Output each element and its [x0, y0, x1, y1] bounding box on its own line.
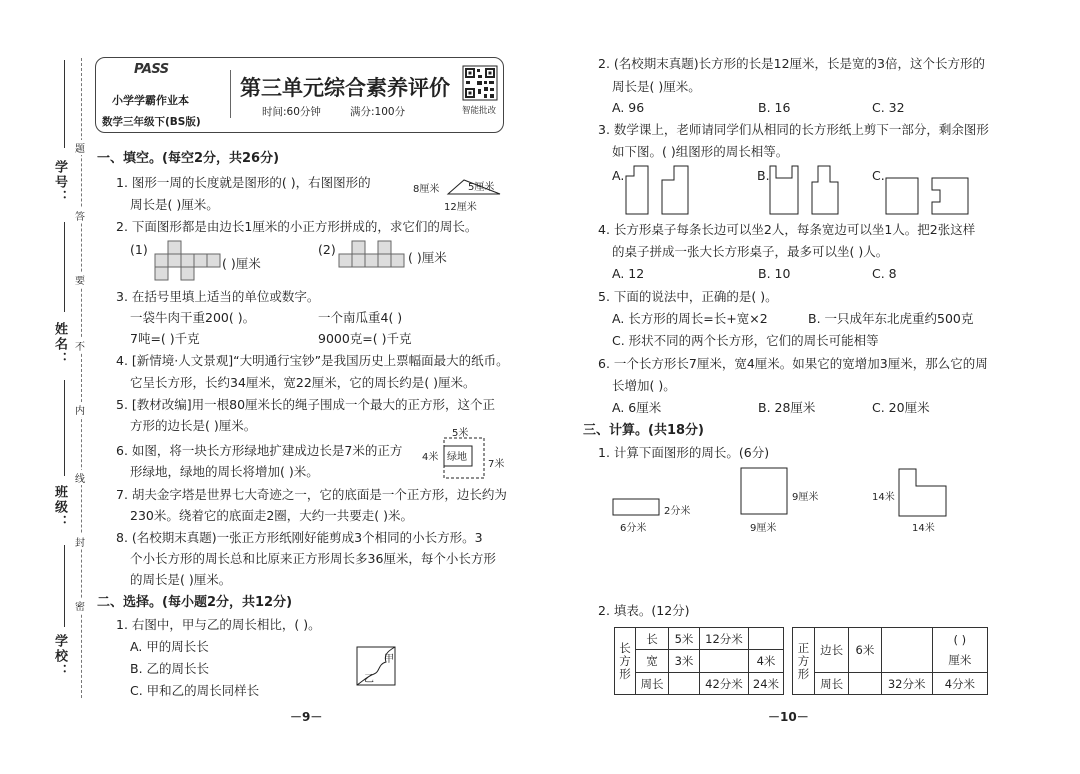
j1-square-width: 9厘米 [750, 523, 777, 534]
j1-rect-height: 2分米 [664, 506, 691, 517]
table-cell[interactable] [669, 673, 700, 695]
c6-line-2: 长增加( )。 [612, 378, 676, 393]
c2-line-2: 周长是( )厘米。 [612, 79, 701, 94]
c4-option-c[interactable]: C. 8 [872, 266, 897, 281]
class-fill-line [64, 380, 65, 476]
table-cell: 4分米 [932, 673, 987, 695]
q6-top-label: 5米 [452, 428, 469, 439]
cut-char: 答 [75, 208, 85, 223]
cut-char: 封 [75, 534, 85, 549]
q2-b-label: (2) [318, 242, 336, 257]
exam-time: 时间:60分钟 [262, 106, 321, 118]
table-cell[interactable] [881, 628, 932, 673]
c6-option-a[interactable]: A. 6厘米 [612, 400, 662, 415]
grade-name: 数学三年级下(BS版) [102, 116, 201, 128]
q1-line-2: 周长是( )厘米。 [130, 197, 219, 212]
table-row [615, 673, 784, 695]
j1-square [740, 467, 790, 517]
school-label: 学校： [52, 634, 67, 679]
q1-side-b: 5厘米 [468, 182, 495, 193]
q4-line-1: 4. [新情境·人文景观]“大明通行宝钞”是我国历史上票幅面最大的纸币。 [116, 353, 509, 368]
page-title: 第三单元综合素养评价 [240, 75, 450, 100]
c3-line-2: 如下图。( )组图形的周长相等。 [612, 144, 789, 159]
page-number-left: －9－ [290, 710, 323, 724]
c5-option-b[interactable]: B. 一只成年东北虎重约500克 [808, 311, 974, 326]
table-row [793, 628, 988, 673]
c1-label-yi: 乙 [364, 674, 374, 685]
c1-option-a[interactable]: A. 甲的周长长 [130, 639, 209, 654]
c5-option-a[interactable]: A. 长方形的周长=长+宽×2 [612, 311, 768, 326]
c3-b-figures [770, 166, 840, 216]
j1-rect-width: 6分米 [620, 523, 647, 534]
j1-l-height: 14米 [872, 492, 895, 503]
square-table [792, 627, 988, 695]
table-header-cell: 边长 [814, 628, 848, 673]
table-cell: 32分米 [881, 673, 932, 695]
q2-grid-figure-1 [155, 240, 225, 282]
q6-line-1: 6. 如图，将一块长方形绿地扩建成边长是7米的正方 [116, 443, 403, 458]
q3-item-4: 9000克=( )千克 [318, 331, 412, 346]
qr-label: 智能批改 [462, 106, 497, 116]
c3-line-1: 3. 数学课上，老师请同学们从相同的长方形纸上剪下一部分，剩余图形 [598, 122, 989, 137]
c1-option-b[interactable]: B. 乙的周长长 [130, 661, 210, 676]
c1-text: 1. 右图中，甲与乙的周长相比，( )。 [116, 617, 321, 632]
table-cell: 4米 [749, 650, 784, 673]
c4-option-b[interactable]: B. 10 [758, 266, 791, 281]
name-fill-line [64, 222, 65, 312]
school-fill-line [64, 545, 65, 627]
q5-line-1: 5. [教材改编]用一根80厘米长的绳子围成一个最大的正方形，这个正 [116, 397, 496, 412]
j1-rectangle [612, 498, 662, 518]
q6-field-label: 绿地 [447, 452, 467, 463]
c2-option-a[interactable]: A. 96 [612, 100, 645, 115]
class-label: 班级： [52, 485, 67, 530]
name-label: 姓名： [52, 322, 67, 367]
j2-text: 2. 填表。(12分) [598, 603, 690, 618]
q6-left-label: 4米 [422, 452, 439, 463]
c2-option-c[interactable]: C. 32 [872, 100, 905, 115]
cut-char: 密 [75, 598, 85, 613]
q8-line-1: 8. (名校期末真题)一张正方形纸刚好能剪成3个相同的小长方形。3 [116, 530, 483, 545]
id-fill-line [64, 60, 65, 148]
table-cell: 3米 [669, 650, 700, 673]
table-cell: 42分米 [700, 673, 749, 695]
table-cell: 6米 [849, 628, 881, 673]
q6-right-label: 7米 [488, 459, 505, 470]
unit-label: 厘米 [948, 653, 972, 667]
table-cell: 5米 [669, 628, 700, 650]
table-header-cell: 长 [636, 628, 669, 650]
table-cell: 24米 [749, 673, 784, 695]
q5-line-2: 方形的边长是( )厘米。 [130, 418, 257, 433]
j1-text: 1. 计算下面图形的周长。(6分) [598, 445, 770, 460]
q3-item-2: 一个南瓜重4( ) [318, 310, 403, 325]
q8-line-2: 个小长方形的周长总和比原来正方形周长多36厘米，每个小长方形 [130, 551, 496, 566]
q8-line-3: 的周长是( )厘米。 [130, 572, 232, 587]
q2-a-label: (1) [130, 242, 148, 257]
cut-char: 线 [75, 470, 85, 485]
table-header-cell: 宽 [636, 650, 669, 673]
table-row [615, 628, 784, 650]
cut-char: 要 [75, 272, 85, 287]
section-1-title: 一、填空。(每空2分，共26分) [97, 151, 280, 166]
c2-option-b[interactable]: B. 16 [758, 100, 791, 115]
cut-char: 内 [75, 402, 85, 417]
table-cell[interactable] [700, 650, 749, 673]
c3-option-a[interactable]: A. [612, 168, 625, 183]
c5-text: 5. 下面的说法中，正确的是( )。 [598, 289, 778, 304]
full-score: 满分:100分 [350, 106, 406, 118]
q2-text: 2. 下面图形都是由边长1厘米的小正方形拼成的，求它们的周长。 [116, 219, 478, 234]
c4-line-2: 的桌子拼成一张大长方形桌子，最多可以坐( )人。 [612, 244, 889, 259]
rectangle-table [614, 627, 784, 695]
c3-option-c[interactable]: C. [872, 168, 885, 183]
c1-option-c[interactable]: C. 甲和乙的周长同样长 [130, 683, 260, 698]
cut-char: 不 [75, 338, 85, 353]
j1-l-width: 14米 [912, 523, 935, 534]
table-group-cell: 正 方 形 [793, 628, 815, 695]
q3-text: 3. 在括号里填上适当的单位或数字。 [116, 289, 320, 304]
table-cell: 12分米 [700, 628, 749, 650]
c3-option-b[interactable]: B. [757, 168, 770, 183]
c4-option-a[interactable]: A. 12 [612, 266, 645, 281]
header-divider [230, 70, 231, 118]
qr-code-icon[interactable] [463, 66, 497, 100]
pass-logo: PASS [134, 62, 169, 77]
q2-grid-figure-2 [339, 240, 409, 282]
c2-line-1: 2. (名校期末真题)长方形的长是12厘米，长是宽的3倍，这个长方形的 [598, 56, 986, 71]
c5-option-c[interactable]: C. 形状不同的两个长方形，它们的周长可能相等 [612, 333, 879, 348]
series-name: 小学学霸作业本 [112, 94, 189, 107]
c6-line-1: 6. 一个长方形长7厘米，宽4厘米。如果它的宽增加3厘米，那么它的周 [598, 356, 988, 371]
q2-b-answer: ( )厘米 [408, 250, 447, 265]
j1-l-shape [898, 468, 950, 518]
table-cell[interactable] [749, 628, 784, 650]
c6-option-b[interactable]: B. 28厘米 [758, 400, 816, 415]
q3-item-3: 7吨=( )千克 [130, 331, 200, 346]
q6-line-2: 形绿地，绿地的周长将增加( )米。 [130, 464, 319, 479]
table-cell[interactable] [849, 673, 881, 695]
c4-line-1: 4. 长方形桌子每条长边可以坐2人，每条宽边可以坐1人。把2张这样 [598, 222, 976, 237]
table-header-cell: 周长 [814, 673, 848, 695]
c1-label-jia: 甲 [384, 654, 394, 665]
q3-item-1: 一袋牛肉干重200( )。 [130, 310, 256, 325]
table-cell[interactable] [932, 628, 987, 673]
blank-paren: ( ) [953, 633, 967, 647]
section-2-title: 二、选择。(每小题2分，共12分) [97, 595, 293, 610]
q2-a-answer: ( )厘米 [222, 256, 261, 271]
table-header-cell: 周长 [636, 673, 669, 695]
q7-line-1: 7. 胡夫金字塔是世界七大奇迹之一，它的底面是一个正方形，边长约为 [116, 487, 507, 502]
student-id-label: 学号： [52, 160, 67, 205]
table-row [615, 650, 784, 673]
j1-square-height: 9厘米 [792, 492, 819, 503]
q1-side-a: 8厘米 [413, 184, 440, 195]
table-group-cell: 长 方 形 [615, 628, 636, 695]
cut-char: 题 [75, 140, 85, 155]
q4-line-2: 它呈长方形，长约34厘米，宽22厘米，它的周长约是( )厘米。 [130, 375, 476, 390]
q1-line-1: 1. 图形一周的长度就是图形的( )，右图图形的 [116, 175, 371, 190]
page-number-right: －10－ [768, 710, 809, 724]
table-row [793, 673, 988, 695]
q7-line-2: 230米。绕着它的底面走2圈，大约一共要走( )米。 [130, 508, 414, 523]
c6-option-c[interactable]: C. 20厘米 [872, 400, 930, 415]
c3-c-figures [886, 176, 970, 216]
section-3-title: 三、计算。(共18分) [583, 423, 704, 438]
q1-side-c: 12厘米 [444, 202, 477, 213]
c3-a-figures [626, 166, 692, 216]
